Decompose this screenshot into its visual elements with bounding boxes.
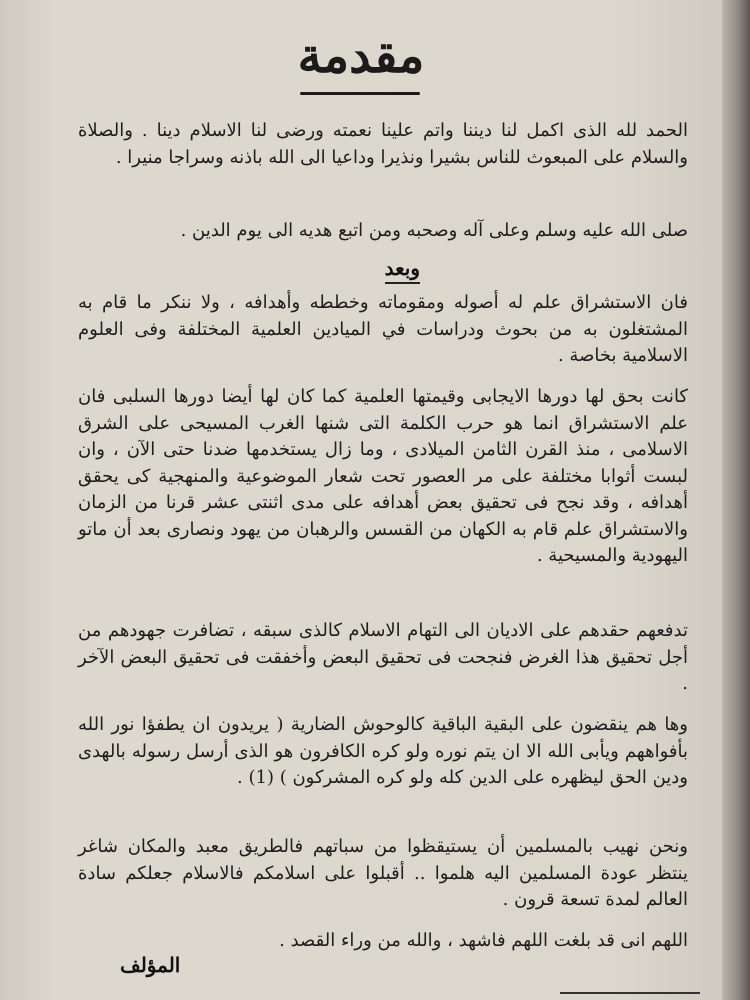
page-title: مقدمة [297, 28, 425, 84]
bottom-rule [560, 992, 700, 994]
paragraph-quran-quote: وها هم ينقضون على البقية الباقية كالوحوش الضارية ( يريدون ان يطفؤا نور الله بأفواههم ويأبى الله الا ان يتم نوره ولو كره الكافرون هو الذى أرسل رسوله بالهدى ودين الحق ليظهره على الدين كله ولو كره المشركون ) (1) . [78, 714, 688, 788]
paragraph-hatred: تدفعهم حقدهم على الاديان الى التهام الاسلام كالذى سبقه ، تضافرت جهودهم من أجل تحقيق هذا الغرض فنجحت فى تحقيق البعض وأخفقت فى تحقيق البعض الآخر . [78, 620, 688, 694]
paragraph-call: ونحن نهيب بالمسلمين أن يستيقظوا من سباتهم فالطريق معبد والمكان شاغر ينتظر عودة المسلمين اليه هلموا .. أقبلوا على اسلامكم فالاسلام جعلكم سادة العالم لمدة تسعة قرون . [78, 836, 688, 910]
section-heading: وبعد [385, 256, 420, 284]
title-flourish [300, 92, 420, 95]
page-edge [722, 0, 750, 1000]
paragraph-orientalism: فان الاستشراق علم له أصوله ومقوماته وخططه وأهدافه ، ولا ننكر ما قام به المشتغلون به من بحوث ودراسات في الميادين العلمية المختلفة وفى العلوم الاسلامية بخاصة . [78, 292, 688, 366]
paragraph-opening: الحمد لله الذى اكمل لنا ديننا واتم علينا نعمته ورضى لنا الاسلام دينا . والصلاة والسلام على المبعوث للناس بشيرا ونذيرا وداعيا الى الله باذنه وسراجا منيرا . [78, 120, 688, 168]
paragraph-salutation: صلى الله عليه وسلم وعلى آله وصحبه ومن اتبع هديه الى يوم الدين . [180, 220, 688, 241]
author-signature: المؤلف [120, 953, 181, 977]
paragraph-closing: اللهم انى قد بلغت اللهم فاشهد ، والله من وراء القصد . [279, 930, 688, 951]
paragraph-role: كانت بحق لها دورها الايجابى وقيمتها العلمية كما كان لها أيضا دورها السلبى فان علم الاستشراق انما هو حرب الكلمة التى شنها الغرب المسيحى على الشرق الاسلامى ، منذ القرن الثامن الميلادى ، وما زال يستخدمها ضدنا حتى الآن ، وان لبست أثوابا مختلفة على مر العصور تحت شعار الموضوعية والمنهجية كى يحقق أهدافه ، وقد نجح فى تحقيق بعض أهدافه على مدى اثنتى عشر قرنا من الزمان والاستشراق علم قام به الكهان من القسس والرهبان من يهود ونصارى بعد أن ماتو اليهودية والمسيحية . [78, 386, 688, 566]
